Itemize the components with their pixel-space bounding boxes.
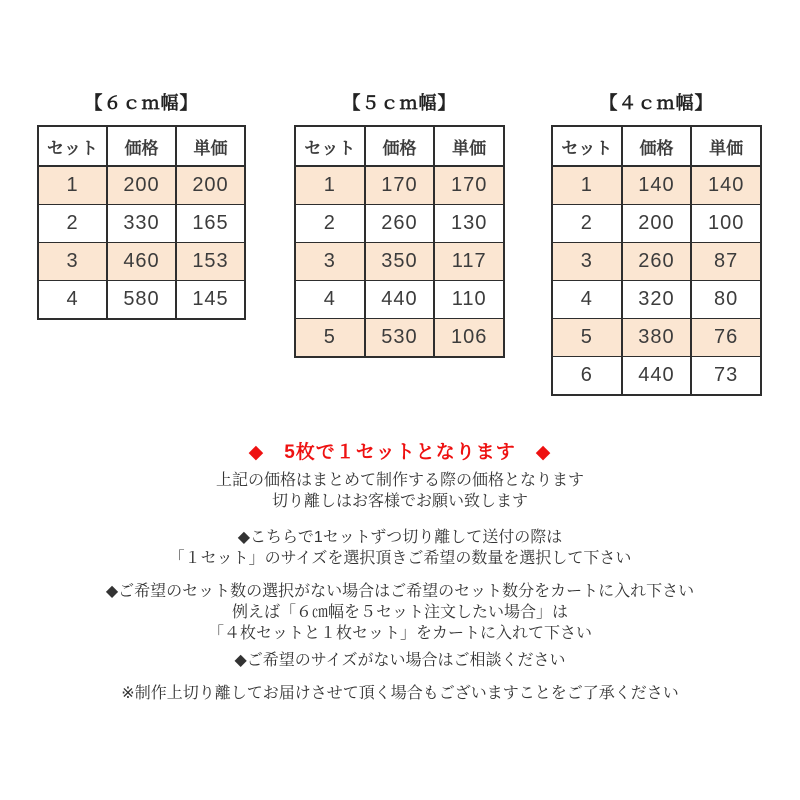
set-cell: 4 [552,281,622,319]
table-row [552,243,761,281]
set-cell: 4 [295,281,365,319]
unit-price-cell: 145 [176,281,245,320]
price-cell: 530 [365,319,435,358]
table-body-4cm [552,166,761,395]
set-cell: 1 [38,166,107,205]
note-line: 「１セット」のサイズを選択頂きご希望の数量を選択して下さい [168,550,632,567]
table-row [295,281,504,319]
table-row [295,205,504,243]
unit-price-cell: 117 [434,243,504,281]
set-cell: 1 [295,166,365,205]
unit-price-cell: 87 [691,243,761,281]
price-cell: 140 [622,166,692,205]
price-cell: 440 [622,357,692,396]
unit-price-cell: 170 [434,166,504,205]
column-header-price: 価格 [365,126,435,166]
price-cell: 200 [107,166,176,205]
price-table-5cm [294,125,505,358]
table-row [38,205,245,243]
note-line: 上記の価格はまとめて制作する際の価格となります [215,472,584,489]
column-header-price: 価格 [107,126,176,166]
table-row [295,243,504,281]
unit-price-cell: 100 [691,205,761,243]
note-line: ◆ご希望のセット数の選択がない場合はご希望のセット数分をカートに入れ下さい [105,583,695,600]
column-header-price: 価格 [622,126,692,166]
price-cell: 460 [107,243,176,281]
column-header-unit: 単価 [434,126,504,166]
price-table-block-6cm [37,88,246,320]
price-cell: 350 [365,243,435,281]
unit-price-cell: 80 [691,281,761,319]
unit-price-cell: 153 [176,243,245,281]
table-row [552,319,761,357]
table-row [38,243,245,281]
note-line: 「４枚セットと１枚セット」をカートに入れて下さい [207,625,592,642]
table-title-4cm: 【４ｃｍ幅】 [599,93,714,113]
table-title-5cm: 【５ｃｍ幅】 [342,93,457,113]
set-cell: 2 [552,205,622,243]
price-cell: 380 [622,319,692,357]
cart-note [0,581,800,644]
table-row [295,319,504,358]
set-cell: 5 [295,319,365,358]
table-header-row [552,126,761,166]
table-title-6cm: 【６ｃｍ幅】 [84,93,199,113]
set-cell: 1 [552,166,622,205]
price-table-block-5cm [294,88,505,358]
price-cell: 580 [107,281,176,320]
price-table-6cm [37,125,246,320]
set-cell: 2 [295,205,365,243]
table-row [552,205,761,243]
note-line: ※制作上切り離してお届けさせて頂く場合もございますことをご了承ください [121,685,679,702]
unit-price-cell: 76 [691,319,761,357]
price-cell: 260 [365,205,435,243]
table-row [38,281,245,320]
size-note [0,650,800,671]
disclaimer-note [0,683,800,704]
unit-price-cell: 106 [434,319,504,358]
set-cell: 3 [38,243,107,281]
unit-price-cell: 165 [176,205,245,243]
table-row [38,166,245,205]
column-header-set: セット [38,126,107,166]
unit-price-cell: 130 [434,205,504,243]
table-row [552,166,761,205]
price-cell: 260 [622,243,692,281]
table-header-row [38,126,245,166]
table-header-row [295,126,504,166]
price-cell: 200 [622,205,692,243]
set-highlight-note: ◆ 5枚で１セットとなります ◆ [248,442,552,463]
note-line: 例えば「６㎝幅を５セット注文したい場合」は [231,604,568,621]
table-body-5cm [295,166,504,357]
pricing-note [0,470,800,512]
price-table-4cm [551,125,762,396]
column-header-unit: 単価 [176,126,245,166]
unit-price-cell: 110 [434,281,504,319]
unit-price-cell: 73 [691,357,761,396]
table-body-6cm [38,166,245,319]
set-cell: 6 [552,357,622,396]
price-table-block-4cm [551,88,762,396]
column-header-set: セット [295,126,365,166]
set-cell: 3 [552,243,622,281]
table-row [295,166,504,205]
price-cell: 330 [107,205,176,243]
table-row [552,357,761,396]
table-row [552,281,761,319]
shipping-note [0,527,800,569]
price-cell: 320 [622,281,692,319]
set-cell: 2 [38,205,107,243]
set-cell: 4 [38,281,107,320]
unit-price-cell: 140 [691,166,761,205]
note-line: ◆こちらで1セットずつ切り離して送付の際は [237,529,563,546]
note-line: ◆ご希望のサイズがない場合はご相談ください [234,652,566,669]
column-header-unit: 単価 [691,126,761,166]
set-cell: 3 [295,243,365,281]
price-cell: 440 [365,281,435,319]
column-header-set: セット [552,126,622,166]
set-cell: 5 [552,319,622,357]
unit-price-cell: 200 [176,166,245,205]
note-line: 切り離しはお客様でお願い致します [271,493,528,510]
price-cell: 170 [365,166,435,205]
